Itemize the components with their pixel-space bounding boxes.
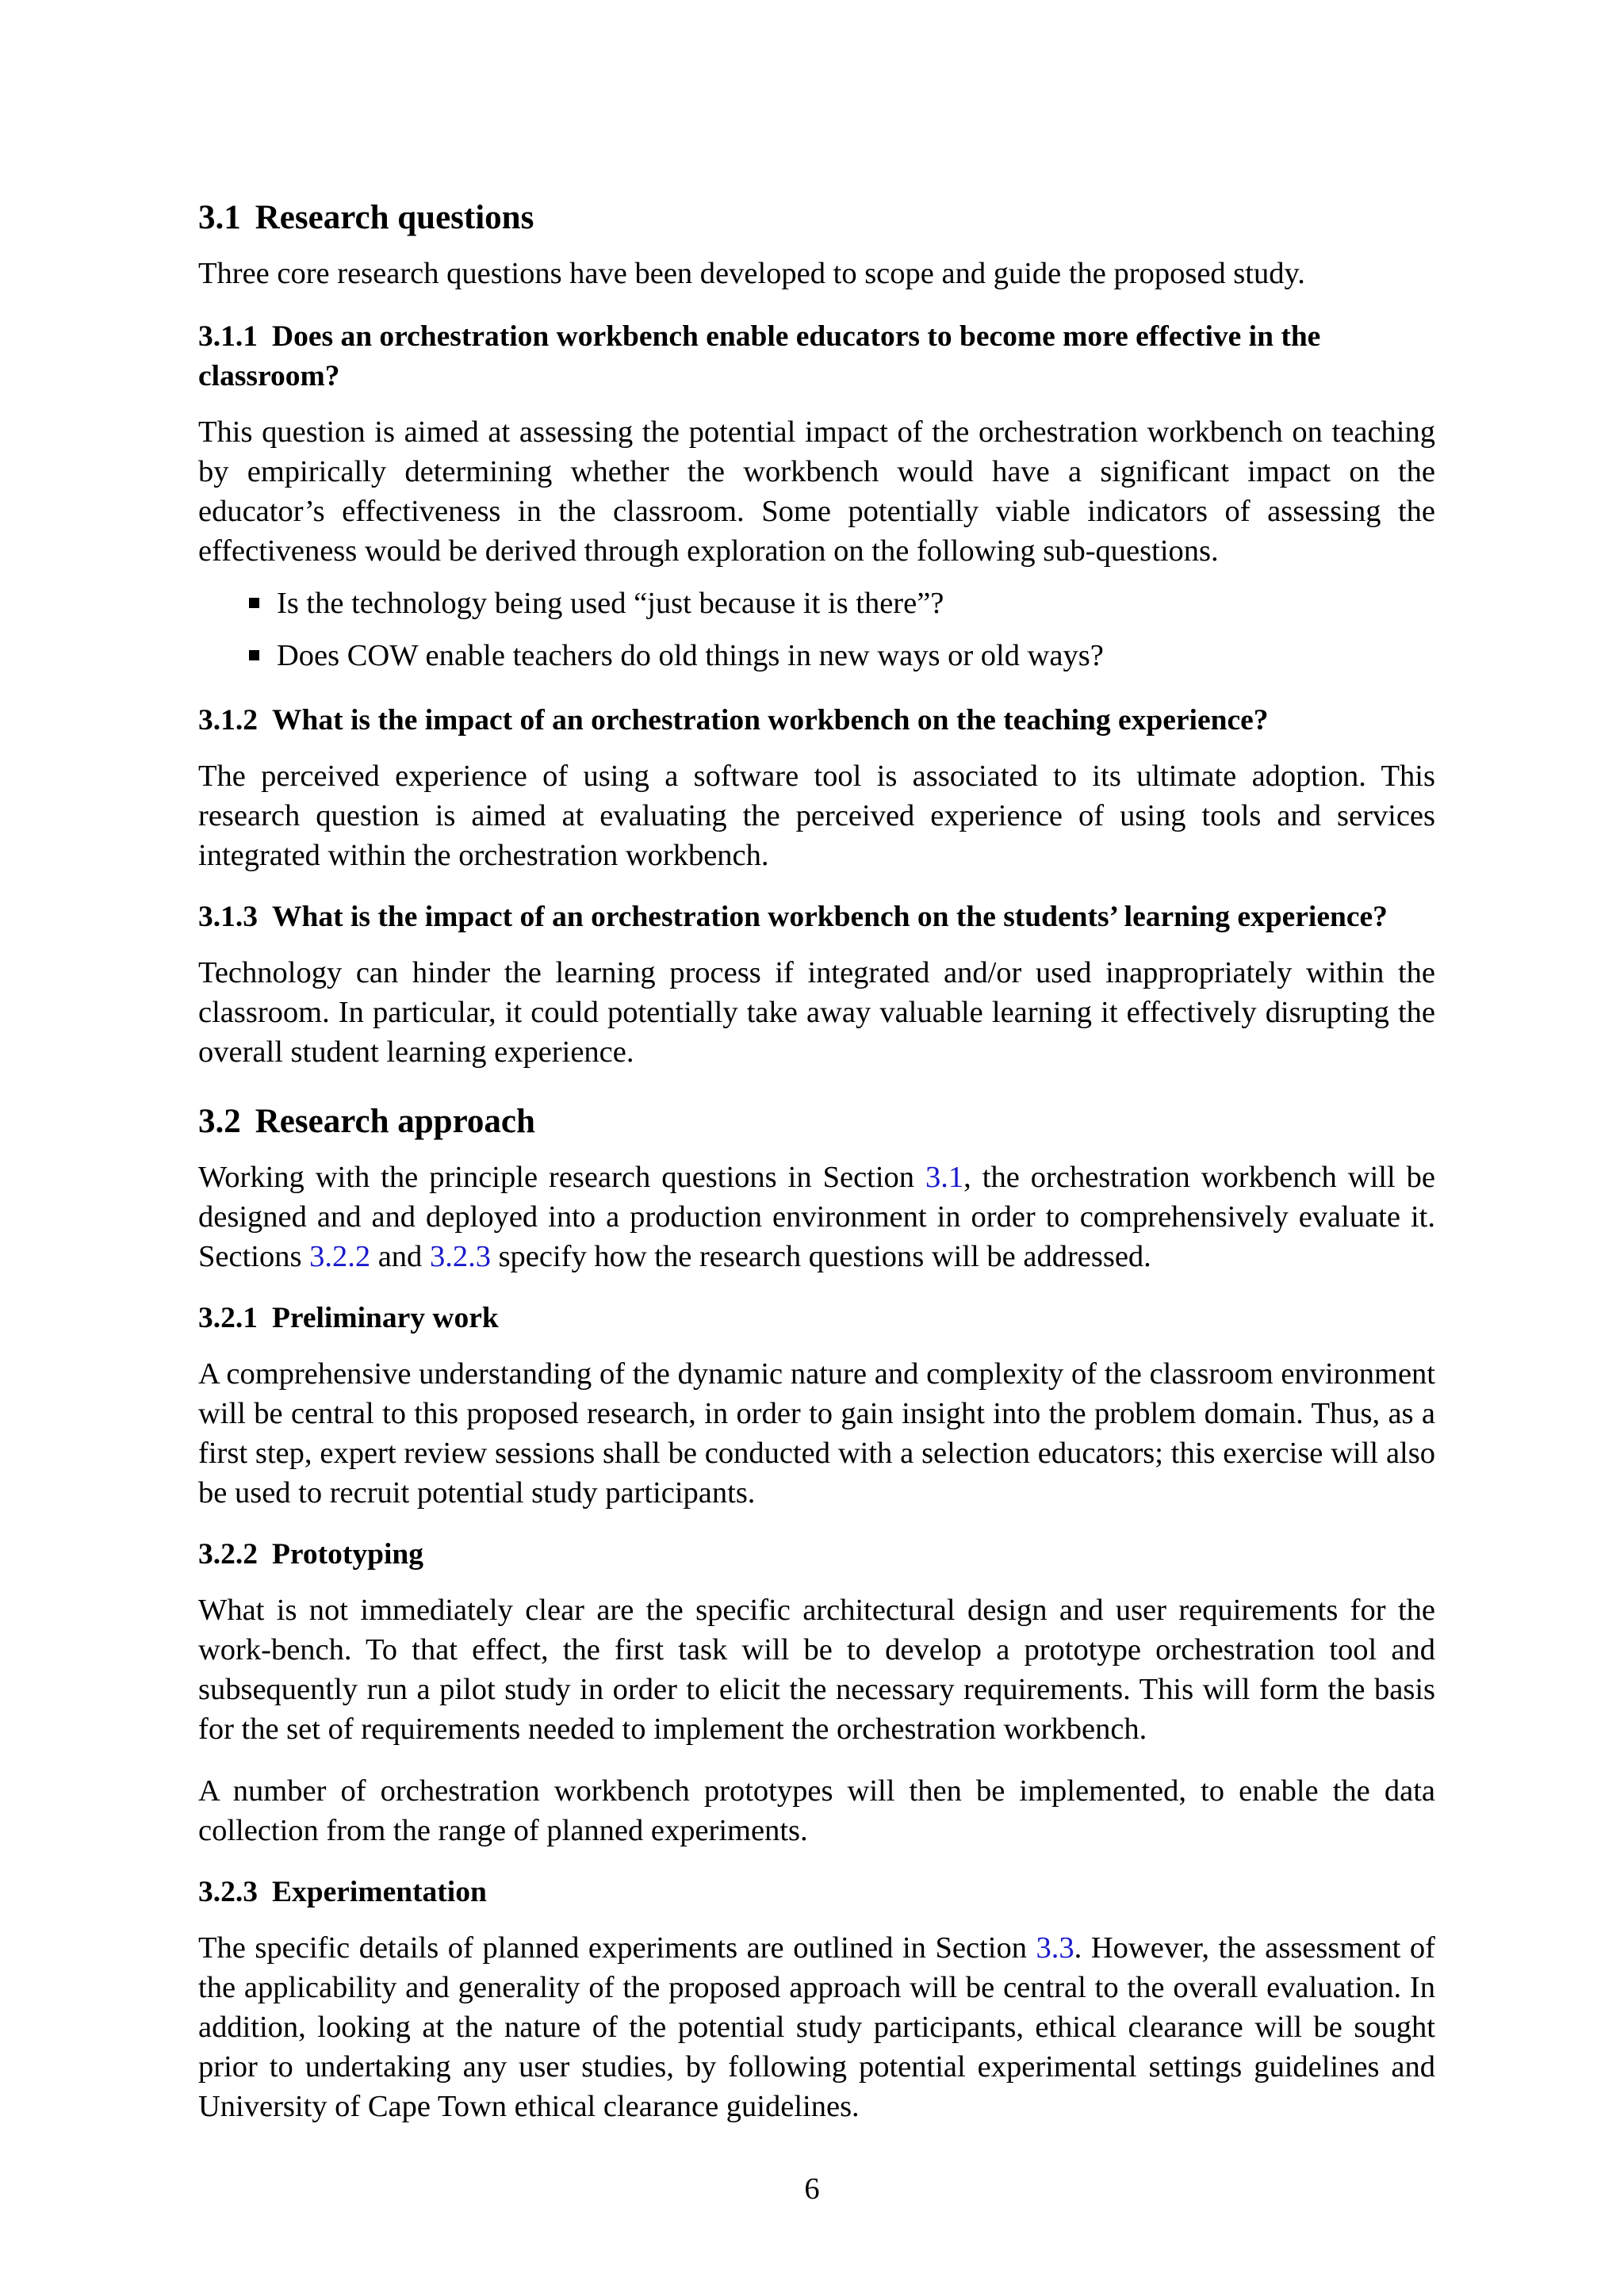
section-3-2-body: [198, 1158, 1435, 1276]
list-item: [249, 636, 1104, 675]
cross-reference-link[interactable]: 3.2.3: [429, 1240, 491, 1273]
list-item-text: Is the technology being used “just because it is there”?: [277, 587, 944, 620]
subsection-number: 3.2.3: [198, 1876, 258, 1908]
paragraph: [198, 1158, 1435, 1276]
section-number: 3.1: [198, 199, 241, 236]
subsection-3-1-3-heading: [198, 897, 1435, 937]
subsection-number: 3.1.3: [198, 901, 258, 933]
paragraph: A number of orchestration workbench prototypes will then be implemented, to enable the data collection from the range of planned experiments.: [198, 1774, 1435, 1847]
section-3-1-intro: [198, 254, 1435, 293]
subsection-3-1-1-heading: [198, 317, 1435, 396]
subsection-3-2-3-heading: [198, 1873, 1435, 1912]
paragraph: This question is aimed at assessing the potential impact of the orchestration workbench on teaching by empirically determining whether the workbench would have a significant impact on the educator’s effectiveness in the classroom. Some potentially viable indicators of assessing the effectiveness would be derived through exploration on the following sub-questions.: [198, 415, 1435, 568]
subsection-3-2-1-body: [198, 1354, 1435, 1513]
paragraph: Technology can hinder the learning process if integrated and/or used inappropriately within the classroom. In particular, it could potentially take away valuable learning it effectively disrupting the overall student learning experience.: [198, 956, 1435, 1069]
subsection-number: 3.1.2: [198, 704, 258, 737]
subsection-3-2-2-body-2: [198, 1771, 1435, 1850]
subsection-3-2-2-body-1: [198, 1590, 1435, 1749]
paragraph: What is not immediately clear are the specific architectural design and user requirements for the work-bench. To that effect, the first task will be to develop a prototype orchestration tool and subsequently run a pilot study in order to elicit the necessary requirements. This will form the basis for the set of requirements needed to implement the orchestration workbench.: [198, 1594, 1435, 1746]
subsection-3-1-1-body: [198, 412, 1435, 571]
paragraph: A comprehensive understanding of the dynamic nature and complexity of the classroom environment will be central to this proposed research, in order to gain insight into the problem domain. Thus, as a first step, expert review sessions shall be conducted with a selection educators; this exercise will also be used to recruit potential study participants.: [198, 1357, 1435, 1510]
page-number: 6: [804, 2172, 820, 2206]
subsection-3-2-1-heading: [198, 1299, 1435, 1338]
subsection-3-1-2-heading: [198, 701, 1435, 740]
section-title: Research questions: [255, 199, 534, 236]
subsection-title: Preliminary work: [272, 1302, 499, 1334]
text-run: specify how the research questions will be addressed.: [490, 1240, 1151, 1273]
section-number: 3.2: [198, 1103, 241, 1140]
text-run: . However, the assessment of the applicability and generality of the proposed approach will be central to the overall evaluation. In addition, looking at the nature of the potential study participants, ethical clearance will be sought prior to undertaking any user studies, by following potential experimental settings guidelines and University of Cape Town ethical clearance guidelines.: [198, 1931, 1435, 2123]
text-run: , the orchestration workbench will be designed and and deployed into a production environment in order to comprehensively evaluate it. Sections: [198, 1161, 1435, 1273]
subsection-title: Prototyping: [272, 1538, 423, 1571]
subsection-title: Does an orchestration workbench enable educators to become more effective in the classroom?: [198, 320, 1321, 392]
bullet-square-icon: [249, 650, 259, 660]
section-3-1-heading: [198, 198, 534, 238]
subsection-number: 3.2.2: [198, 1538, 258, 1571]
paragraph: Three core research questions have been developed to scope and guide the proposed study.: [198, 257, 1305, 290]
subsection-number: 3.2.1: [198, 1302, 258, 1334]
text-run: and: [370, 1240, 430, 1273]
text-run: The specific details of planned experiments are outlined in Section: [198, 1931, 1036, 1965]
subsection-title: What is the impact of an orchestration workbench on the students’ learning experience?: [272, 901, 1388, 933]
subsection-title: Experimentation: [272, 1876, 487, 1908]
text-run: Working with the principle research questions in Section: [198, 1161, 926, 1194]
paragraph: The perceived experience of using a software tool is associated to its ultimate adoption. This research question is aimed at evaluating the perceived experience of using tools and services integrated within the orchestration workbench.: [198, 760, 1435, 872]
subsection-title: What is the impact of an orchestration workbench on the teaching experience?: [272, 704, 1269, 737]
paragraph: [198, 1928, 1435, 2126]
subsection-3-1-2-body: [198, 756, 1435, 875]
cross-reference-link[interactable]: 3.2.2: [309, 1240, 371, 1273]
list-item-text: Does COW enable teachers do old things in new ways or old ways?: [277, 639, 1104, 672]
list-item: [249, 584, 944, 623]
subsection-3-1-3-body: [198, 953, 1435, 1072]
subsection-3-2-3-body: [198, 1928, 1435, 2126]
bullet-square-icon: [249, 598, 259, 608]
cross-reference-link[interactable]: 3.3: [1036, 1931, 1074, 1965]
section-3-2-heading: [198, 1102, 535, 1142]
section-title: Research approach: [255, 1103, 535, 1140]
cross-reference-link[interactable]: 3.1: [925, 1161, 964, 1194]
subsection-3-2-2-heading: [198, 1535, 1435, 1575]
subsection-number: 3.1.1: [198, 320, 258, 353]
